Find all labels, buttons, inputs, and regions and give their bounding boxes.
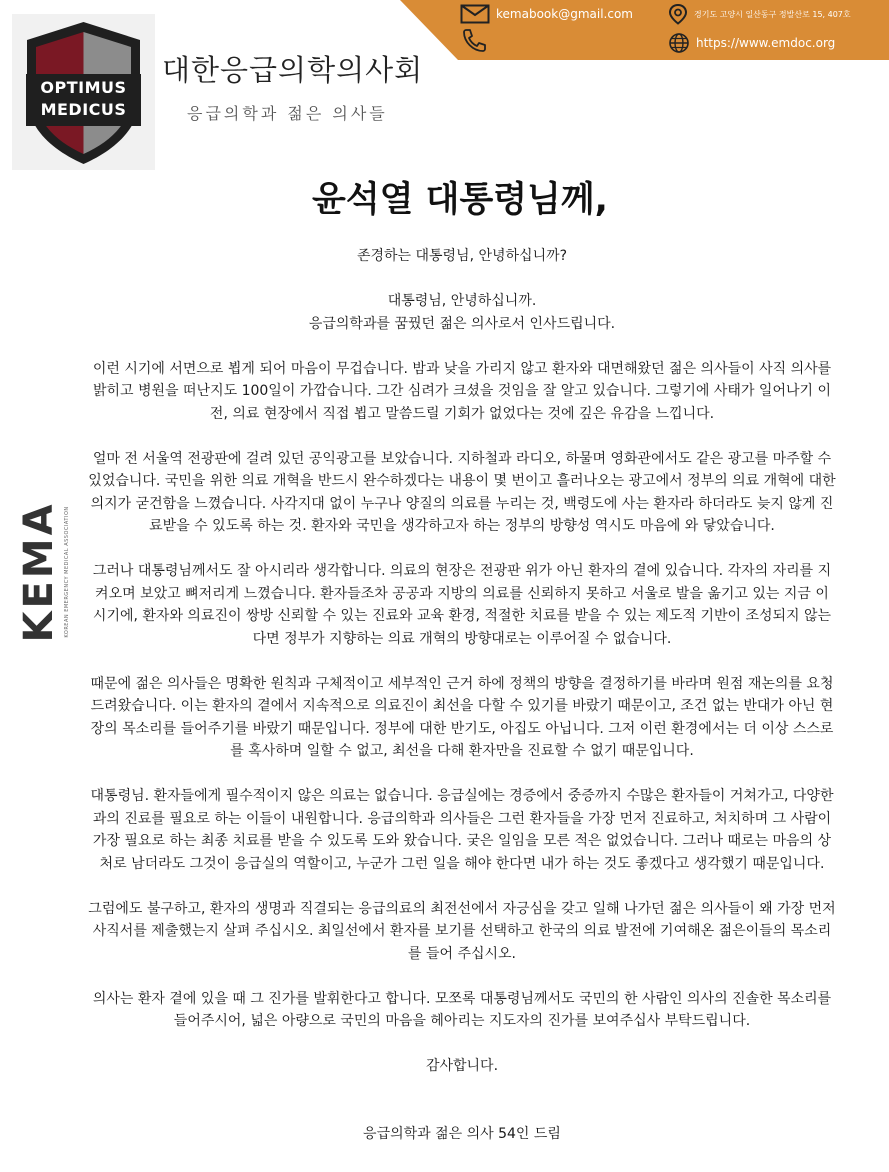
website-text: https://www.emdoc.org [696, 36, 836, 50]
org-subtitle: 응급의학과 젊은 의사들 [187, 104, 388, 123]
phone-contact[interactable] [461, 28, 487, 56]
email-text: kemabook@gmail.com [496, 7, 633, 21]
signature: 응급의학과 젊은 의사 54인 드림 [363, 1125, 561, 1142]
side-brand [5, 500, 75, 645]
location-pin-icon [668, 3, 688, 25]
logo-line2: MEDICUS [40, 100, 127, 119]
paragraph: 대통령님, 안녕하십니까. 응급의학과를 꿈꿨던 젊은 의사로서 인사드립니다. [308, 293, 616, 332]
logo [12, 14, 155, 170]
paragraph: 그럼에도 불구하고, 환자의 생명과 직결되는 응급의료의 최전선에서 자긍심을 갖고 일해 나가던 젊은 의사들이 왜 가장 먼저 사직서를 제출했는지 살펴 주십시오. 최일선에서 환자를 보기를 선택하고 한국의 의료 발전에 기여해온 젊은이들의 목소리를 들어 주십시오. [88, 900, 836, 962]
letter-title: 윤석열 대통령님께, [312, 180, 608, 220]
paragraph: 얼마 전 서울역 전광판에 걸려 있던 공익광고를 보았습니다. 지하철과 라디오, 하물며 영화관에서도 같은 광고를 마주할 수 있었습니다. 국민을 위한 의료 개혁을 반드시 완수하겠다는 내용이 몇 번이고 흘러나오는 광고에서 정부의 의료 개혁에 대한 의지가 굳건함을 느꼈습니다. 사각지대 없이 누구나 양질의 의료를 누리는 것, 백령도에 사는 환자라 하더라도 늦지 않게 진료받을 수 있도록 하는 것. 환자와 국민을 생각하고자 하는 정부의 방향성 역시도 마음에 와 닿았습니다. [88, 450, 836, 534]
address-contact [668, 3, 851, 25]
side-brand-subtitle: KOREAN EMERGENCY MEDICAL ASSOCIATION [64, 506, 70, 638]
mail-icon [460, 4, 490, 24]
paragraph: 때문에 젊은 의사들은 명확한 원칙과 구체적이고 세부적인 근거 하에 정책의 방향을 결정하기를 바라며 원점 재논의를 요청드려왔습니다. 이는 환자의 곁에서 지속적으로 의료진이 최선을 다할 수 있기를 바랐기 때문이고, 조건 없는 반대가 아닌 현장의 목소리를 들어주기를 바랐기 때문입니다. 정부에 대한 반기도, 아집도 아닙니다. 그저 이런 환경에서는 더 이상 스스로를 혹사하며 일할 수 없고, 최선을 다해 환자만을 진료할 수 없기 때문입니다. [90, 675, 834, 759]
phone-icon [461, 28, 487, 52]
paragraph: 의사는 환자 곁에 있을 때 그 진가를 발휘한다고 합니다. 모쪼록 대통령님께서도 국민의 한 사람인 의사의 진솔한 목소리를 들어주시어, 넓은 아량으로 국민의 마음을 헤아리는 지도자의 진가를 보여주십사 부탁드립니다. [92, 990, 832, 1029]
logo-line1: OPTIMUS [40, 78, 127, 97]
org-name: 대한응급의학의사회 [162, 53, 424, 87]
letter-body [88, 245, 836, 1168]
paragraph: 존경하는 대통령님, 안녕하십니까? [356, 248, 568, 264]
paragraph: 감사합니다. [425, 1058, 499, 1074]
paragraph: 대통령님. 환자들에게 필수적이지 않은 의료는 없습니다. 응급실에는 경증에서 중증까지 수많은 환자들이 거쳐가고, 다양한 과의 진료를 필요로 하는 이들이 내원합니다. 응급의학과 의사들은 그런 환자들을 가장 먼저 진료하고, 처치하며 그 사람이 가장 필요로 하는 최종 치료를 받을 수 있도록 도와 왔습니다. 궂은 일임을 모른 적은 없었습니다. 그러나 때로는 마음의 상처로 남더라도 그것이 응급실의 역할이고, 누군가 그런 일을 해야 한다면 내가 하는 것도 좋겠다고 생각했기 때문입니다. [90, 788, 834, 872]
side-brand-name: KEMA [16, 501, 62, 643]
address-text: 경기도 고양시 일산동구 정발산로 15, 407호 [694, 9, 851, 19]
paragraph: 그러나 대통령님께서도 잘 아시리라 생각합니다. 의료의 현장은 전광판 위가 아닌 환자의 곁에 있습니다. 각자의 자리를 지켜오며 보았고 뼈저리게 느꼈습니다. 환자들조차 공공과 지방의 의료를 신뢰하지 못하고 서울로 발을 옮기고 있는 지금 이 시기에, 환자와 의료진이 쌍방 신뢰할 수 있는 진료와 교육 환경, 적절한 치료를 받을 수 있는 제도적 기반이 조성되지 않는다면 정부가 지향하는 의료 개혁의 방향대로는 이루어질 수 없습니다. [92, 563, 832, 647]
email-contact[interactable] [460, 4, 633, 24]
paragraph: 이런 시기에 서면으로 뵙게 되어 마음이 무겁습니다. 밤과 낮을 가리지 않고 환자와 대면해왔던 젊은 의사들이 사직 의사를 밝히고 병원을 떠난지도 100일이 가깝습니다. 그간 심려가 크셨을 것임을 잘 알고 있습니다. 그렇기에 사태가 일어나기 이전, 의료 현장에서 직접 뵙고 말씀드릴 기회가 없었다는 것에 깊은 유감을 느낍니다. [92, 360, 832, 422]
website-contact[interactable] [668, 32, 835, 54]
globe-icon [668, 32, 690, 54]
